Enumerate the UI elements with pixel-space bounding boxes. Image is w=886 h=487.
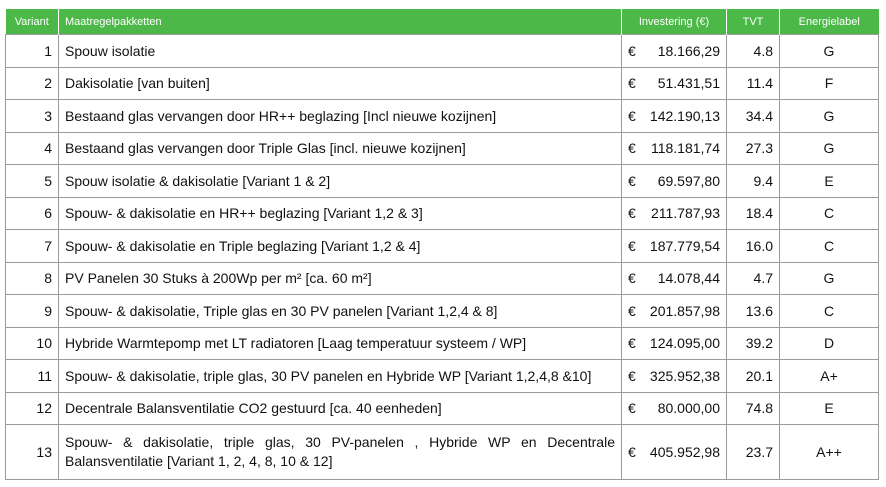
variant-number: 6 xyxy=(6,197,59,230)
package-description: Spouw- & dakisolatie, Triple glas en 30 PV panelen [Variant 1,2,4 & 8] xyxy=(59,295,622,328)
table-row xyxy=(6,392,879,425)
package-description: Bestaand glas vervangen door Triple Glas [incl. nieuwe kozijnen] xyxy=(59,132,622,165)
header-tvt: TVT xyxy=(727,9,780,35)
variant-number: 11 xyxy=(6,360,59,393)
investment-amount: 118.181,74 xyxy=(650,140,720,157)
tvt-value: 74.8 xyxy=(727,392,780,425)
investment-cell xyxy=(622,425,727,480)
currency-symbol: € xyxy=(628,367,636,384)
currency-symbol: € xyxy=(628,140,636,157)
package-description: Spouw- & dakisolatie, triple glas, 30 PV panelen en Hybride WP [Variant 1,2,4,8 &10] xyxy=(59,360,622,393)
energy-label: E xyxy=(780,392,879,425)
tvt-value: 13.6 xyxy=(727,295,780,328)
header-packages: Maatregelpakketten xyxy=(59,9,622,35)
energy-label: A+ xyxy=(780,360,879,393)
tvt-value: 34.4 xyxy=(727,100,780,133)
energy-label: G xyxy=(780,35,879,68)
table-row xyxy=(6,327,879,360)
table-row xyxy=(6,35,879,68)
investment-cell xyxy=(622,230,727,263)
table-row xyxy=(6,132,879,165)
investment-amount: 187.779,54 xyxy=(649,237,720,254)
investment-cell xyxy=(622,165,727,198)
energy-label: A++ xyxy=(780,425,879,480)
table-row xyxy=(6,100,879,133)
package-description: PV Panelen 30 Stuks à 200Wp per m² [ca. 60 m²] xyxy=(59,262,622,295)
currency-symbol: € xyxy=(628,237,636,254)
currency-symbol: € xyxy=(628,335,636,352)
investment-amount: 18.166,29 xyxy=(657,42,720,59)
tvt-value: 23.7 xyxy=(727,425,780,480)
investment-amount: 14.078,44 xyxy=(657,270,720,287)
investment-amount: 80.000,00 xyxy=(657,400,720,417)
investment-amount: 69.597,80 xyxy=(657,172,720,189)
energy-label: D xyxy=(780,327,879,360)
variant-number: 8 xyxy=(6,262,59,295)
tvt-value: 18.4 xyxy=(727,197,780,230)
table-row xyxy=(6,197,879,230)
table-row xyxy=(6,425,879,480)
currency-symbol: € xyxy=(628,302,636,319)
tvt-value: 11.4 xyxy=(727,67,780,100)
currency-symbol: € xyxy=(628,270,636,287)
investment-cell xyxy=(622,295,727,328)
investment-amount: 142.190,13 xyxy=(649,107,720,124)
package-description: Spouw- & dakisolatie en Triple beglazing [Variant 1,2 & 4] xyxy=(59,230,622,263)
investment-amount: 124.095,00 xyxy=(649,335,720,352)
tvt-value: 4.7 xyxy=(727,262,780,295)
energy-label: E xyxy=(780,165,879,198)
currency-symbol: € xyxy=(628,107,636,124)
tvt-value: 9.4 xyxy=(727,165,780,198)
investment-cell xyxy=(622,67,727,100)
investment-cell xyxy=(622,35,727,68)
table-row xyxy=(6,165,879,198)
header-variant: Variant xyxy=(6,9,59,35)
package-description: Spouw- & dakisolatie en HR++ beglazing [Variant 1,2 & 3] xyxy=(59,197,622,230)
energy-label: C xyxy=(780,295,879,328)
package-description: Dakisolatie [van buiten] xyxy=(59,67,622,100)
tvt-value: 20.1 xyxy=(727,360,780,393)
investment-cell xyxy=(622,100,727,133)
table-row xyxy=(6,295,879,328)
tvt-value: 27.3 xyxy=(727,132,780,165)
investment-amount: 201.857,98 xyxy=(649,302,720,319)
measures-table xyxy=(5,9,879,480)
currency-symbol: € xyxy=(628,172,636,189)
variant-number: 7 xyxy=(6,230,59,263)
header-energy-label: Energielabel xyxy=(780,9,879,35)
energy-label: C xyxy=(780,197,879,230)
table-row xyxy=(6,360,879,393)
investment-cell xyxy=(622,360,727,393)
package-description: Spouw- & dakisolatie, triple glas, 30 PV-panelen , Hybride WP en Decentrale Balansventilatie [Variant 1, 2, 4, 8, 10 & 12] xyxy=(59,425,622,480)
currency-symbol: € xyxy=(628,444,636,460)
currency-symbol: € xyxy=(628,75,636,92)
energy-label: G xyxy=(780,262,879,295)
energy-label: F xyxy=(780,67,879,100)
variant-number: 3 xyxy=(6,100,59,133)
energy-label: C xyxy=(780,230,879,263)
investment-amount: 325.952,38 xyxy=(649,367,720,384)
tvt-value: 4.8 xyxy=(727,35,780,68)
variant-number: 12 xyxy=(6,392,59,425)
investment-cell xyxy=(622,197,727,230)
variant-number: 10 xyxy=(6,327,59,360)
investment-cell xyxy=(622,132,727,165)
variant-number: 13 xyxy=(6,425,59,480)
package-description: Decentrale Balansventilatie CO2 gestuurd [ca. 40 eenheden] xyxy=(59,392,622,425)
tvt-value: 39.2 xyxy=(727,327,780,360)
variant-number: 4 xyxy=(6,132,59,165)
variant-number: 1 xyxy=(6,35,59,68)
package-description: Spouw isolatie xyxy=(59,35,622,68)
table-header-row xyxy=(6,9,879,35)
variant-number: 2 xyxy=(6,67,59,100)
investment-amount: 51.431,51 xyxy=(657,75,720,92)
energy-label: G xyxy=(780,100,879,133)
currency-symbol: € xyxy=(628,400,636,417)
header-investment: Investering (€) xyxy=(622,9,727,35)
currency-symbol: € xyxy=(628,42,636,59)
energy-label: G xyxy=(780,132,879,165)
investment-cell xyxy=(622,262,727,295)
package-description: Hybride Warmtepomp met LT radiatoren [Laag temperatuur systeem / WP] xyxy=(59,327,622,360)
table-row xyxy=(6,262,879,295)
variant-number: 9 xyxy=(6,295,59,328)
table-row xyxy=(6,67,879,100)
tvt-value: 16.0 xyxy=(727,230,780,263)
investment-amount: 405.952,98 xyxy=(649,444,720,460)
package-description: Bestaand glas vervangen door HR++ beglazing [Incl nieuwe kozijnen] xyxy=(59,100,622,133)
variant-number: 5 xyxy=(6,165,59,198)
currency-symbol: € xyxy=(628,205,636,222)
investment-amount: 211.787,93 xyxy=(650,205,720,222)
investment-cell xyxy=(622,392,727,425)
investment-cell xyxy=(622,327,727,360)
package-description: Spouw isolatie & dakisolatie [Variant 1 & 2] xyxy=(59,165,622,198)
table-row xyxy=(6,230,879,263)
